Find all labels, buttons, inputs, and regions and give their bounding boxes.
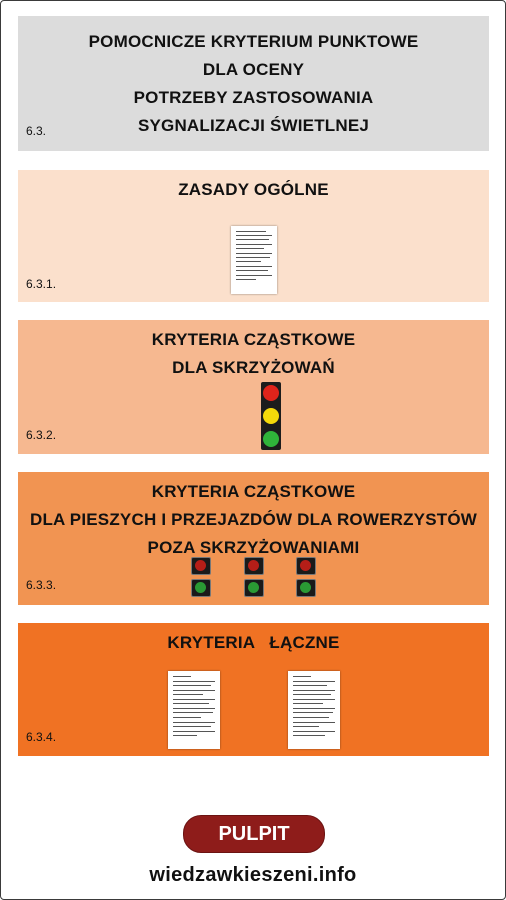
section-title: [18, 176, 489, 204]
document-thumbnail-icon: [168, 671, 220, 749]
section-title: [18, 28, 489, 140]
title-line: DLA PIESZYCH I PRZEJAZDÓW DLA ROWERZYSTÓW: [29, 510, 478, 529]
red-lamp-icon: [263, 385, 279, 401]
pulpit-button[interactable]: PULPIT: [183, 815, 325, 853]
section-title: [18, 326, 489, 382]
title-line: DLA SKRZYŻOWAŃ: [172, 358, 335, 377]
signal-green-icon: [296, 579, 316, 597]
section-number: 6.3.1.: [26, 277, 57, 291]
document-thumbnail-icon: [288, 671, 340, 749]
title-line: ZASADY OGÓLNE: [178, 180, 329, 199]
signal-green-icon: [244, 579, 264, 597]
title-line: KRYTERIA CZĄSTKOWE: [151, 482, 356, 501]
site-footer-link[interactable]: wiedzawkieszeni.info: [149, 864, 357, 886]
document-thumbnail-icon: [231, 226, 277, 294]
title-line: POMOCNICZE KRYTERIUM PUNKTOWE: [88, 32, 419, 51]
section-number: 6.3.2.: [26, 428, 57, 442]
signal-red-icon: [244, 557, 264, 575]
green-lamp-icon: [263, 431, 279, 447]
section-6-3-header[interactable]: [18, 16, 489, 151]
title-line: DLA OCENY: [202, 60, 305, 79]
section-title: [18, 478, 489, 562]
title-line: POTRZEBY ZASTOSOWANIA: [133, 88, 374, 107]
title-line: KRYTERIA CZĄSTKOWE: [151, 330, 356, 349]
title-line: POZA SKRZYŻOWANIAMI: [147, 538, 360, 557]
signal-green-icon: [191, 579, 211, 597]
traffic-light-icon: [261, 382, 281, 450]
section-6-3-4-button[interactable]: [18, 623, 489, 756]
section-6-3-3-button[interactable]: [18, 472, 489, 605]
title-line: KRYTERIA ŁĄCZNE: [167, 633, 340, 652]
section-number: 6.3.: [26, 124, 47, 138]
title-line: SYGNALIZACJI ŚWIETLNEJ: [137, 116, 370, 135]
section-number: 6.3.3.: [26, 578, 57, 592]
section-title: [18, 629, 489, 657]
section-6-3-1-button[interactable]: [18, 170, 489, 302]
yellow-lamp-icon: [263, 408, 279, 424]
signal-red-icon: [191, 557, 211, 575]
section-number: 6.3.4.: [26, 730, 57, 744]
section-6-3-2-button[interactable]: [18, 320, 489, 454]
signal-red-icon: [296, 557, 316, 575]
